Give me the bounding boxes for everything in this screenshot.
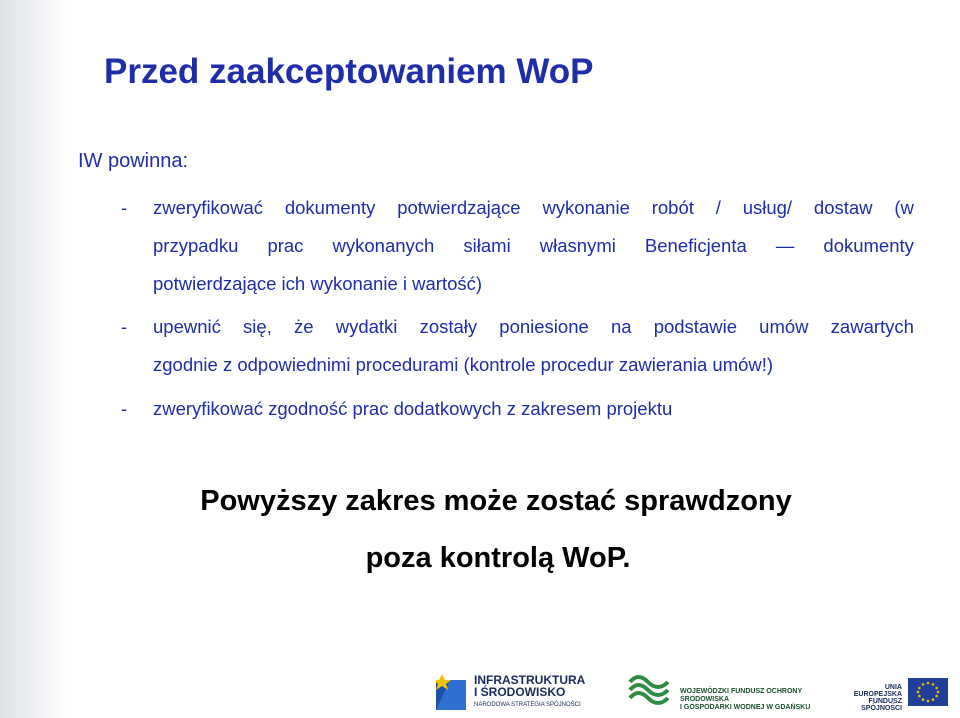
bullet-word: przypadku <box>153 235 239 256</box>
eu-flag-icon <box>908 678 948 706</box>
wf-line-1: WOJEWÓDZKI FUNDUSZ OCHRONY ŚRODOWISKA <box>680 688 802 703</box>
infra-title-1: INFRASTRUKTURA <box>474 673 586 687</box>
intro-text: IW powinna: <box>78 150 189 172</box>
infrastruktura-logo <box>436 670 636 714</box>
slide-title: Przed zaakceptowaniem WoP <box>104 52 594 91</box>
bullet-word: dokumenty <box>823 235 914 256</box>
conclusion-line-2: poza kontrolą WoP. <box>365 542 631 574</box>
bullet-word: wykonanie <box>542 197 630 218</box>
eu-line-1: UNIA EUROPEJSKA <box>853 684 902 698</box>
bullet-word: robót <box>651 197 694 218</box>
bullet-line <box>153 197 914 219</box>
infra-title-2: I ŚRODOWISKO <box>474 685 566 699</box>
bullet-word: poniesione <box>499 316 589 337</box>
bullet-dash: - <box>121 398 128 419</box>
bullet-word: że <box>294 316 314 337</box>
bullet-word: potwierdzające <box>397 197 521 218</box>
bullet-word: zweryfikować <box>153 197 263 218</box>
bullet-word: zawartych <box>830 316 914 337</box>
bullet-line: zweryfikować zgodność prac dodatkowych z zakresem projektu <box>153 398 673 419</box>
bullet-word: siłami <box>463 235 511 256</box>
bullet-word: prac <box>267 235 304 256</box>
bullet-word: dokumenty <box>284 197 376 218</box>
bullet-word: upewnić <box>153 316 221 337</box>
bullet-word: / <box>715 197 721 218</box>
bullet-word: wykonanych <box>332 235 435 256</box>
bullet-word: podstawie <box>653 316 737 337</box>
bullet-line: potwierdzające ich wykonanie i wartość) <box>153 273 483 294</box>
eu-line-2: FUNDUSZ <box>868 698 902 705</box>
bullet-word: się, <box>243 316 272 337</box>
infrastruktura-mark-icon <box>436 672 470 712</box>
bullet-dash: - <box>121 197 128 218</box>
footer-logos <box>68 666 960 718</box>
wfosigw-logo <box>628 672 828 712</box>
bullet-word: własnymi <box>539 235 616 256</box>
bullet-word: dostaw <box>813 197 873 218</box>
infra-sub: NARODOWA STRATEGIA SPÓJNOŚCI <box>474 702 581 708</box>
conclusion-line-1: Powyższy zakres może zostać sprawdzony <box>200 485 792 517</box>
eu-line-3: SPÓJNOŚCI <box>861 705 902 712</box>
bullet-word: Beneficjenta <box>644 235 747 256</box>
bullet-word: usług/ <box>742 197 793 218</box>
bullet-line <box>153 316 914 338</box>
bullet-word: na <box>610 316 632 337</box>
bullet-line: zgodnie z odpowiednimi procedurami (kontrole procedur zawierania umów!) <box>153 354 774 375</box>
bullet-word: — <box>775 235 795 256</box>
wfosigw-wave-icon <box>628 672 670 706</box>
bullet-line <box>153 235 914 257</box>
slide <box>68 0 960 718</box>
bullet-word: zostały <box>419 316 478 337</box>
bullet-word: umów <box>759 316 809 337</box>
bullet-word: wydatki <box>335 316 398 337</box>
wf-line-2: I GOSPODARKI WODNEJ W GDAŃSKU <box>680 704 811 711</box>
left-gradient-band <box>0 0 68 718</box>
eu-logo <box>850 678 960 712</box>
bullet-dash: - <box>121 316 128 337</box>
bullet-word: (w <box>894 197 914 218</box>
